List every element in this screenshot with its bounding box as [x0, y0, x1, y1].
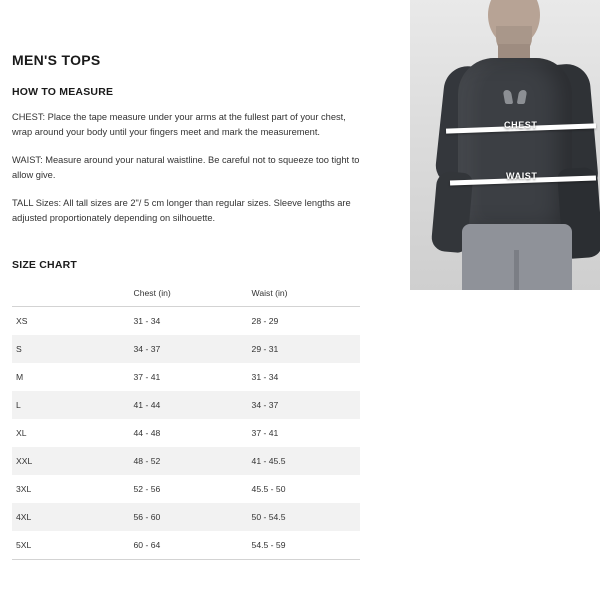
cell-size: 3XL: [16, 484, 32, 494]
table-row: [12, 363, 360, 391]
size-chart-heading: SIZE CHART: [12, 259, 77, 271]
table-row: [12, 307, 360, 336]
cell-size: L: [16, 400, 21, 410]
table-row: [12, 531, 360, 560]
table-row: [12, 503, 360, 531]
table-row: [12, 419, 360, 447]
cell-size: M: [16, 372, 24, 382]
cell-waist: 34 - 37: [251, 400, 279, 410]
column-header-size: [12, 282, 130, 307]
cell-waist: 54.5 - 59: [248, 531, 360, 560]
measure-instructions: [12, 52, 362, 226]
how-to-measure-heading: HOW TO MEASURE: [12, 86, 114, 98]
tall-sizes-instruction: TALL Sizes: All tall sizes are 2"/ 5 cm longer than regular sizes. Sleeve lengths are adjusted proportionately depending on silhouette.: [12, 198, 351, 224]
cell-waist: 41 - 45.5: [251, 456, 286, 466]
table-row: [12, 391, 360, 419]
model-torso: [458, 58, 572, 228]
table-header-row: [12, 282, 360, 307]
cell-waist: 37 - 41: [251, 428, 279, 438]
waist-measure-label: WAIST: [506, 171, 538, 181]
product-photo: [410, 0, 600, 290]
cell-chest: 37 - 41: [133, 372, 161, 382]
cell-waist: 28 - 29: [251, 316, 279, 326]
waist-instruction: WAIST: Measure around your natural waistline. Be careful not to squeeze too tight to allow give.: [12, 155, 360, 181]
cell-chest: 44 - 48: [133, 428, 161, 438]
cell-chest: 56 - 60: [133, 512, 161, 522]
chest-measure-label: CHEST: [504, 120, 538, 130]
cell-chest: 48 - 52: [133, 456, 161, 466]
table-row: [12, 475, 360, 503]
cell-waist: 45.5 - 50: [251, 484, 286, 494]
cell-size: XL: [16, 428, 27, 438]
column-header-waist: Waist (in): [248, 282, 360, 307]
cell-chest: 34 - 37: [133, 344, 161, 354]
table-row: [12, 335, 360, 363]
table-row: [12, 447, 360, 475]
column-header-chest: Chest (in): [130, 282, 248, 307]
cell-size: S: [16, 344, 22, 354]
cell-size: 4XL: [16, 512, 32, 522]
cell-waist: 50 - 54.5: [251, 512, 286, 522]
cell-chest: 31 - 34: [133, 316, 161, 326]
brand-logo-icon: [504, 90, 526, 104]
table-head: [12, 282, 360, 307]
page-title: MEN'S TOPS: [12, 52, 101, 68]
chest-instruction: CHEST: Place the tape measure under your arms at the fullest part of your chest, wrap around your body until your fingers meet and mark the measurement.: [12, 112, 346, 138]
cell-size: XS: [16, 316, 28, 326]
model-pants-seam: [514, 250, 519, 290]
cell-waist: 31 - 34: [251, 372, 279, 382]
cell-chest: 52 - 56: [133, 484, 161, 494]
cell-chest: 60 - 64: [130, 531, 248, 560]
cell-size: XXL: [16, 456, 33, 466]
cell-chest: 41 - 44: [133, 400, 161, 410]
table-body: [12, 307, 360, 560]
cell-size: 5XL: [12, 531, 130, 560]
cell-waist: 29 - 31: [251, 344, 279, 354]
size-chart-table: [12, 282, 360, 560]
